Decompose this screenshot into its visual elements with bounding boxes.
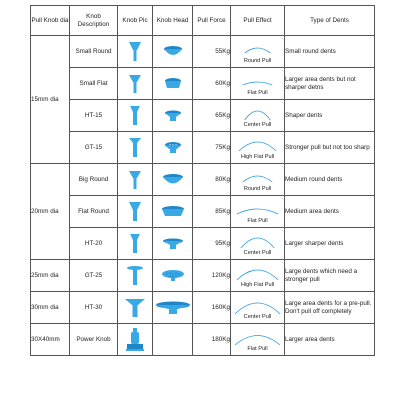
pull-effect: [231, 100, 285, 132]
table-row: [31, 132, 375, 164]
table-row: [31, 100, 375, 132]
knob-description: HT-15: [70, 100, 118, 132]
pull-effect: [231, 132, 285, 164]
header-pull-effect: Pull Effect: [231, 6, 285, 36]
knob-description: Big Round: [70, 164, 118, 196]
group-30mm: 30mm dia: [31, 292, 70, 324]
pull-effect-label: Center Pull: [243, 314, 272, 320]
knob-description: GT-25: [70, 260, 118, 292]
pull-force: 95Kg: [193, 228, 231, 260]
group-15mm: 15mm dia: [31, 36, 70, 164]
knob-description: Flat Round: [70, 196, 118, 228]
group-20mm: 20mm dia: [31, 164, 70, 260]
table-row: [31, 324, 375, 356]
ht15-head-icon: [153, 100, 193, 132]
pull-force: 80Kg: [193, 164, 231, 196]
table-row: [31, 68, 375, 100]
knob-description: Small Flat: [70, 68, 118, 100]
pull-force: 60Kg: [193, 68, 231, 100]
ht30-head-icon: [153, 292, 193, 324]
header-knob-description: Knob Description: [70, 6, 118, 36]
type-of-dents: Small round dents: [285, 36, 375, 68]
small-flat-head-icon: [153, 68, 193, 100]
power-knob-icon: [118, 324, 153, 356]
type-of-dents: Shaper dents: [285, 100, 375, 132]
small-round-head-icon: [153, 36, 193, 68]
header-knob-head: Knob Head: [153, 6, 193, 36]
pull-effect: [231, 36, 285, 68]
flat-round-head-icon: [153, 196, 193, 228]
pull-effect: [231, 228, 285, 260]
table-row: [31, 260, 375, 292]
pull-force: 180Kg: [193, 324, 231, 356]
header-pull-force: Pull Force: [193, 6, 231, 36]
pull-force: 120Kg: [193, 260, 231, 292]
pull-effect-label: High Flat Pull: [240, 282, 275, 288]
small-flat-knob-icon: [118, 68, 153, 100]
pull-effect-label: Round Pull: [243, 58, 272, 64]
knob-description: GT-15: [70, 132, 118, 164]
pull-effect-label: Center Pull: [243, 250, 272, 256]
pull-effect-label: High Flat Pull: [240, 154, 275, 160]
knob-description: HT-30: [70, 292, 118, 324]
gt15-knob-icon: [118, 132, 153, 164]
table-row: [31, 228, 375, 260]
pull-force: 160Kg: [193, 292, 231, 324]
type-of-dents: Stronger pull but not too sharp: [285, 132, 375, 164]
knob-description: Small Round: [70, 36, 118, 68]
pull-effect: [231, 68, 285, 100]
pull-effect-label: Center Pull: [243, 122, 272, 128]
header-pull-knob-dia: Pull Knob dia: [31, 6, 70, 36]
pull-force: 55Kg: [193, 36, 231, 68]
group-30x40mm: 30X40mm: [31, 324, 70, 356]
pull-effect-label: Flat Pull: [247, 218, 268, 224]
pull-effect: [231, 260, 285, 292]
big-round-knob-icon: [118, 164, 153, 196]
ht20-head-icon: [153, 228, 193, 260]
small-round-knob-icon: [118, 36, 153, 68]
group-25mm: 25mm dia: [31, 260, 70, 292]
pull-effect: [231, 292, 285, 324]
pull-effect-label: Round Pull: [243, 186, 272, 192]
table-row: [31, 196, 375, 228]
ht20-knob-icon: [118, 228, 153, 260]
pull-effect: [231, 324, 285, 356]
type-of-dents: Larger area dents but not sharper detns: [285, 68, 375, 100]
ht15-knob-icon: [118, 100, 153, 132]
pull-force: 85Kg: [193, 196, 231, 228]
flat-round-knob-icon: [118, 196, 153, 228]
type-of-dents: Large dents which need a stronger pull: [285, 260, 375, 292]
type-of-dents: Larger area dents: [285, 324, 375, 356]
table-row: [31, 164, 375, 196]
type-of-dents: Large area dents for a pre-pull. Don't pull off completely: [285, 292, 375, 324]
type-of-dents: Medium area dents: [285, 196, 375, 228]
type-of-dents: Larger sharper dents: [285, 228, 375, 260]
table-row: [31, 292, 375, 324]
pull-effect: [231, 164, 285, 196]
header-row: [31, 6, 375, 36]
big-round-head-icon: [153, 164, 193, 196]
type-of-dents: Medium round dents: [285, 164, 375, 196]
ht30-knob-icon: [118, 292, 153, 324]
gt25-knob-icon: [118, 260, 153, 292]
pull-force: 65Kg: [193, 100, 231, 132]
gt15-head-icon: [153, 132, 193, 164]
knob-description: Power Knob: [70, 324, 118, 356]
knob-table: [30, 5, 375, 356]
pull-effect-label: Flat Pull: [247, 90, 268, 96]
pull-effect: [231, 196, 285, 228]
pull-force: 75Kg: [193, 132, 231, 164]
header-type-of-dents: Type of Dents: [285, 6, 375, 36]
pull-effect-label: Flat Pull: [247, 346, 268, 352]
knob-description: HT-20: [70, 228, 118, 260]
gt25-head-icon: [153, 260, 193, 292]
power-knob-head-empty: [153, 324, 193, 356]
header-knob-pic: Knob Pic: [118, 6, 153, 36]
table-row: [31, 36, 375, 68]
